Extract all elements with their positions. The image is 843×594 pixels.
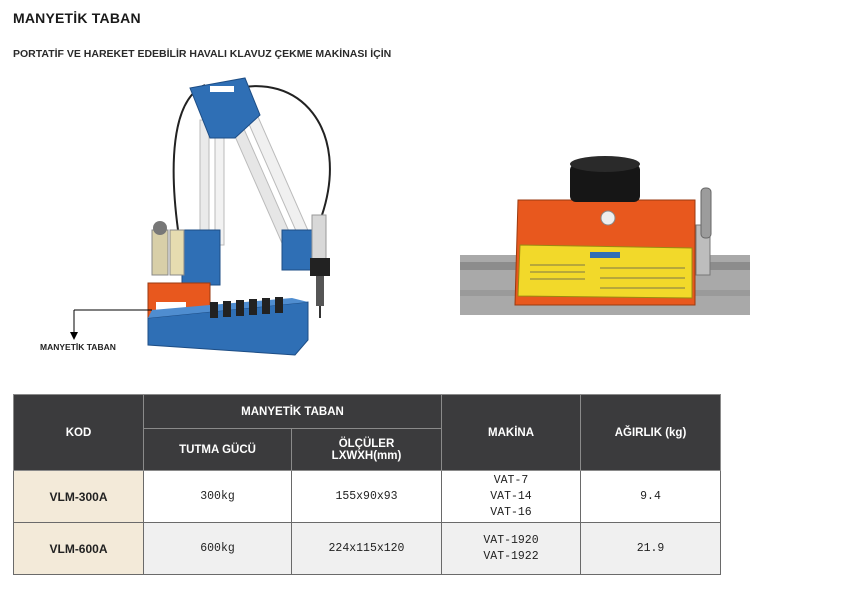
table-row bbox=[14, 523, 721, 575]
agirlik-cell: 21.9 bbox=[581, 523, 721, 575]
makina-item: VAT-1922 bbox=[483, 549, 539, 563]
page-title: MANYETİK TABAN bbox=[13, 10, 141, 26]
tutma-cell: 600kg bbox=[144, 523, 292, 575]
col-header-group: MANYETİK TABAN bbox=[144, 395, 442, 429]
makina-item: VAT-1920 bbox=[483, 533, 539, 547]
magnetic-base-callout: MANYETİK TABAN bbox=[40, 342, 116, 352]
olculer-cell: 224x115x120 bbox=[292, 523, 442, 575]
agirlik-cell: 9.4 bbox=[581, 471, 721, 523]
spec-table bbox=[13, 394, 721, 575]
tutma-cell: 300kg bbox=[144, 471, 292, 523]
makina-item: VAT-16 bbox=[490, 505, 532, 519]
col-header-kod: KOD bbox=[14, 395, 144, 471]
makina-item: VAT-7 bbox=[493, 473, 529, 487]
kod-cell: VLM-300A bbox=[14, 471, 144, 523]
makina-cell bbox=[442, 471, 581, 523]
col-header-tutma: TUTMA GÜCÜ bbox=[144, 429, 292, 471]
col-header-agirlik: AĞIRLIK (kg) bbox=[581, 395, 721, 471]
magnetic-base-image bbox=[460, 150, 750, 315]
col-header-makina: MAKİNA bbox=[442, 395, 581, 471]
tapping-machine-image bbox=[60, 70, 350, 370]
page-subtitle: PORTATİF VE HAREKET EDEBİLİR HAVALI KLAVUZ ÇEKME MAKİNASI İÇİN bbox=[13, 48, 392, 60]
table-row bbox=[14, 471, 721, 523]
makina-cell bbox=[442, 523, 581, 575]
col-header-olculer: ÖLÇÜLER LXWXH(mm) bbox=[292, 429, 442, 471]
olculer-cell: 155x90x93 bbox=[292, 471, 442, 523]
makina-item: VAT-14 bbox=[490, 489, 532, 503]
kod-cell: VLM-600A bbox=[14, 523, 144, 575]
